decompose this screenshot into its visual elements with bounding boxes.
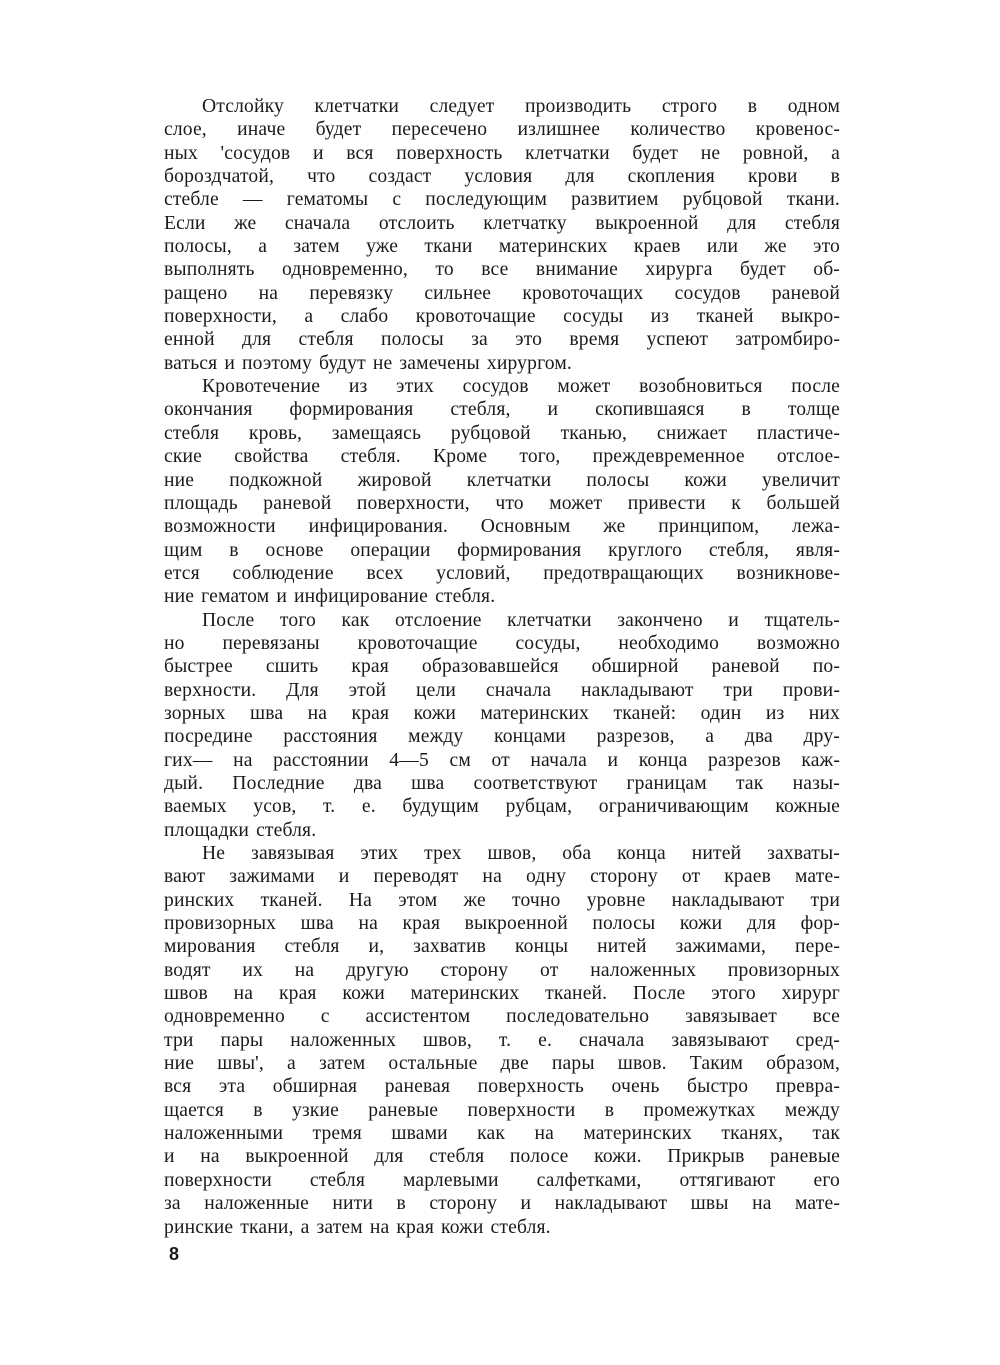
text-line: вают зажимами и переводят на одну сторону от краев мате- xyxy=(164,866,840,888)
text-line: стебле — гематомы с последующим развитием рубцовой ткани. xyxy=(164,189,840,211)
text-line: посредине расстояния между концами разрезов, а два дру- xyxy=(164,726,840,748)
text-line: зорных шва на края кожи материнских тканей: один из них xyxy=(164,702,840,724)
text-line: поверхности стебля марлевыми салфетками, оттягивают его xyxy=(164,1169,840,1191)
text-line: наложенными тремя швами как на материнских тканях, так xyxy=(164,1123,840,1145)
text-line: водят их на другую сторону от наложенных провизорных xyxy=(164,959,840,981)
text-line: щается в узкие раневые поверхности в промежутках между xyxy=(164,1099,840,1121)
page-text xyxy=(164,95,840,1239)
text-line: Отслойку клетчатки следует производить строго в одном xyxy=(202,96,840,117)
text-line: мирования стебля и, захватив концы нитей зажимами, пере- xyxy=(164,936,840,958)
text-line: Не завязывая этих трех швов, оба конца нитей захваты- xyxy=(202,843,840,864)
paragraph-4 xyxy=(164,842,840,1239)
text-line: Если же сначала отслоить клетчатку выкроенной для стебля xyxy=(164,212,840,234)
text-line: поверхности, а слабо кровоточащие сосуды из тканей выкро- xyxy=(164,306,840,328)
text-line: ринские ткани, а затем на края кожи стебля. xyxy=(164,1216,551,1238)
text-line: щим в основе операции формирования круглого стебля, явля- xyxy=(164,539,840,561)
text-line: ных 'сосудов и вся поверхность клетчатки будет не ровной, а xyxy=(164,142,840,164)
text-line: быстрее сшить края образовавшейся обширной раневой по- xyxy=(164,656,840,678)
text-line: ращено на перевязку сильнее кровоточащих сосудов раневой xyxy=(164,282,840,304)
text-line: возможности инфицирования. Основным же принципом, лежа- xyxy=(164,516,840,538)
text-line: за наложенные нити в сторону и накладывают швы на мате- xyxy=(164,1193,840,1215)
text-line: слое, иначе будет пересечено излишнее количество кровенос- xyxy=(164,119,840,141)
paragraph-1 xyxy=(164,95,840,375)
page-number: 8 xyxy=(169,1244,180,1264)
text-line: енной для стебля полосы за это время успеют затромбиро- xyxy=(164,329,840,351)
paragraph-2 xyxy=(164,375,840,608)
text-line: бороздчатой, что создаст условия для скопления крови в xyxy=(164,166,840,188)
text-line: дый. Последние два шва соответствуют границам так назы- xyxy=(164,772,840,794)
text-line: выполнять одновременно, то все внимание хирурга будет об- xyxy=(164,259,840,281)
text-line: гих— на расстоянии 4—5 см от начала и конца разрезов каж- xyxy=(164,749,840,771)
text-line: ринских тканей. На этом же точно уровне накладывают три xyxy=(164,889,840,911)
text-line: ваться и поэтому будут не замечены хирургом. xyxy=(164,352,572,374)
text-line: Кровотечение из этих сосудов может возобновиться после xyxy=(202,376,840,398)
text-line: швов на края кожи материнских тканей. После этого хирург xyxy=(164,983,840,1005)
text-line: вся эта обширная раневая поверхность очень быстро превра- xyxy=(164,1076,840,1098)
text-line: одновременно с ассистентом последовательно завязывает все xyxy=(164,1006,840,1028)
text-line: ние швы', а затем остальные две пары швов. Таким образом, xyxy=(164,1053,840,1075)
text-line: ские свойства стебля. Кроме того, преждевременное отслое- xyxy=(164,446,840,468)
text-line: но перевязаны кровоточащие сосуды, необходимо возможно xyxy=(164,632,840,654)
text-line: стебля кровь, замещаясь рубцовой тканью, снижает пластиче- xyxy=(164,422,840,444)
text-line: и на выкроенной для стебля полосе кожи. Прикрыв раневые xyxy=(164,1146,840,1168)
text-line: полосы, а затем уже ткани материнских краев или же это xyxy=(164,236,840,258)
text-line: три пары наложенных швов, т. е. сначала завязывают сред- xyxy=(164,1029,840,1051)
text-line: После того как отслоение клетчатки закончено и тщатель- xyxy=(202,609,840,631)
text-line: площадки стебля. xyxy=(164,819,317,841)
text-line: ние гематом и инфицирование стебля. xyxy=(164,586,496,608)
text-line: ваемых усов, т. е. будущим рубцам, ограничивающим кожные xyxy=(164,796,840,818)
text-line: площадь раневой поверхности, что может привести к большей xyxy=(164,492,840,514)
paragraph-3 xyxy=(164,609,840,842)
text-line: ется соблюдение всех условий, предотвращающих возникнове- xyxy=(164,562,840,584)
text-line: окончания формирования стебля, и скопившаяся в толще xyxy=(164,399,840,421)
text-line: верхности. Для этой цели сначала накладывают три прови- xyxy=(164,679,840,701)
text-line: ние подкожной жировой клетчатки полосы кожи увеличит xyxy=(164,469,840,491)
text-line: провизорных шва на края выкроенной полосы кожи для фор- xyxy=(164,913,840,935)
